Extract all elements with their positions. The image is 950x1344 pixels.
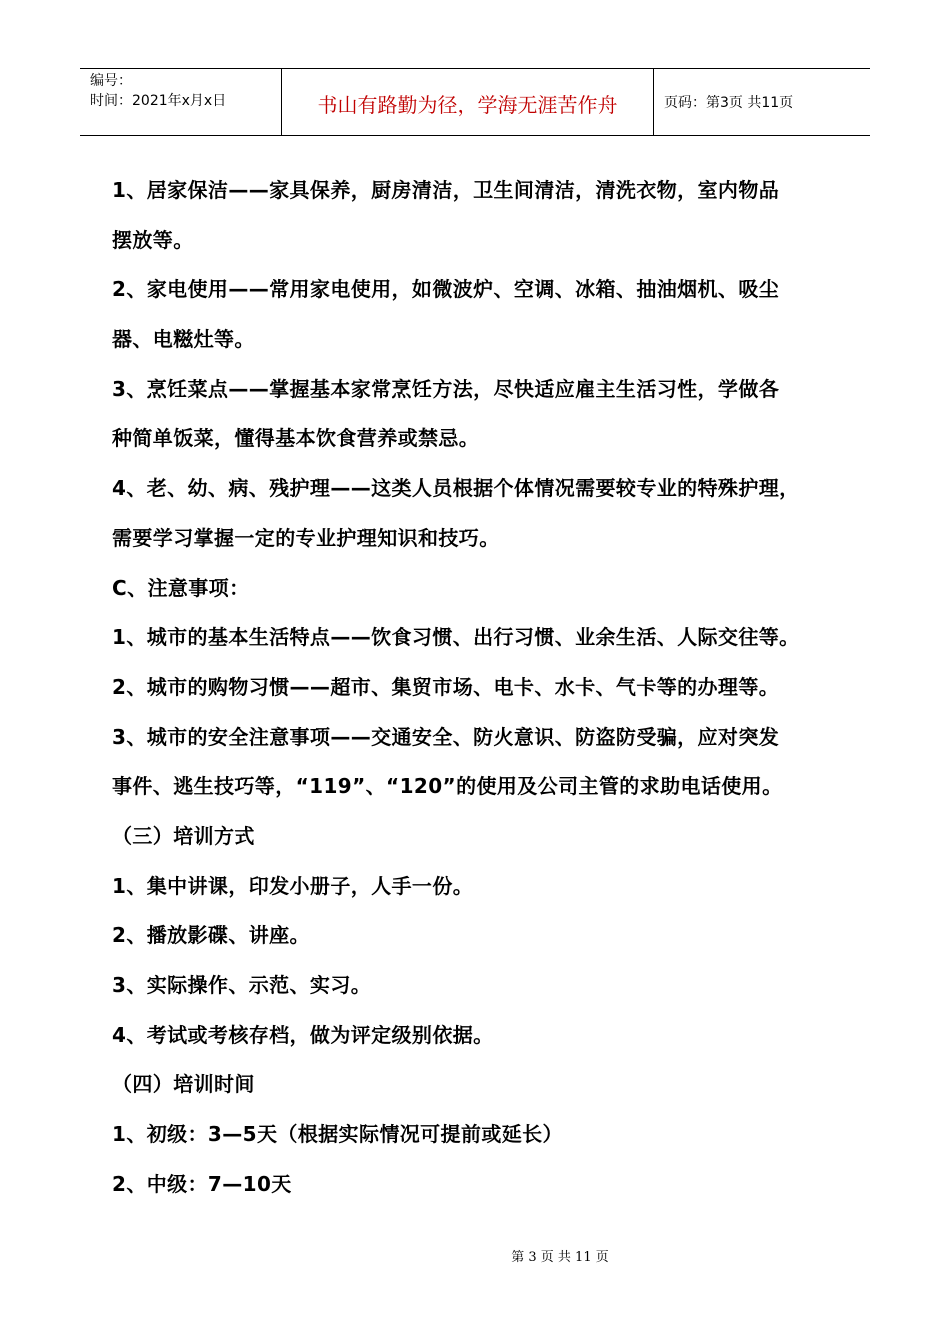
body-line: 1、城市的基本生活特点——饮食习惯、出行习惯、业余生活、人际交往等。 — [112, 625, 800, 650]
header-page-cell — [654, 69, 870, 135]
body-line: 3、烹饪菜点——掌握基本家常烹饪方法，尽快适应雇主生活习性，学做各 — [112, 376, 780, 401]
body-line: 2、城市的购物习惯——超市、集贸市场、电卡、水卡、气卡等的办理等。 — [112, 674, 780, 699]
document-body — [112, 166, 862, 1209]
header-info-cell — [80, 69, 282, 135]
body-line: 2、播放影碟、讲座。 — [112, 923, 310, 948]
body-line: 1、居家保洁——家具保养，厨房清洁，卫生间清洁，清洗衣物，室内物品 — [112, 178, 780, 202]
section-heading: C、注意事项： — [112, 575, 250, 600]
header-motto-cell — [282, 69, 654, 135]
body-line: 种简单饭菜，懂得基本饮食营养或禁忌。 — [112, 426, 480, 451]
body-line: 摆放等。 — [112, 227, 194, 252]
footer-page-number: 第 3 页 共 11 页 — [511, 1250, 609, 1265]
section-heading: （三）培训方式 — [112, 823, 255, 848]
body-line: 1、初级：3—5天（根据实际情况可提前或延长） — [112, 1122, 563, 1147]
body-line: 4、考试或考核存档，做为评定级别依据。 — [112, 1022, 494, 1047]
time-label: 时间：2021年x月x日 — [90, 93, 227, 109]
page-info: 页码：第3页 共11页 — [664, 95, 794, 111]
body-line: 3、实际操作、示范、实习。 — [112, 973, 372, 997]
section-heading: （四）培训时间 — [112, 1072, 255, 1097]
body-line: 需要学习掌握一定的专业护理知识和技巧。 — [112, 525, 500, 550]
document-header — [80, 68, 870, 136]
body-line: 事件、逃生技巧等，“119”、“120”的使用及公司主管的求助电话使用。 — [112, 774, 783, 799]
number-label: 编号： — [90, 73, 132, 89]
body-line: 2、中级：7—10天 — [112, 1171, 292, 1196]
body-line: 1、集中讲课，印发小册子，人手一份。 — [112, 873, 474, 898]
body-line: 4、老、幼、病、残护理——这类人员根据个体情况需要较专业的特殊护理， — [112, 476, 800, 501]
page-footer — [0, 1246, 950, 1265]
body-line: 3、城市的安全注意事项——交通安全、防火意识、防盗防受骗，应对突发 — [112, 724, 780, 749]
body-line: 2、家电使用——常用家电使用，如微波炉、空调、冰箱、抽油烟机、吸尘 — [112, 277, 780, 302]
body-line: 器、电糍灶等。 — [112, 327, 255, 352]
motto-text: 书山有路勤为径，学海无涯苦作舟 — [317, 92, 618, 117]
